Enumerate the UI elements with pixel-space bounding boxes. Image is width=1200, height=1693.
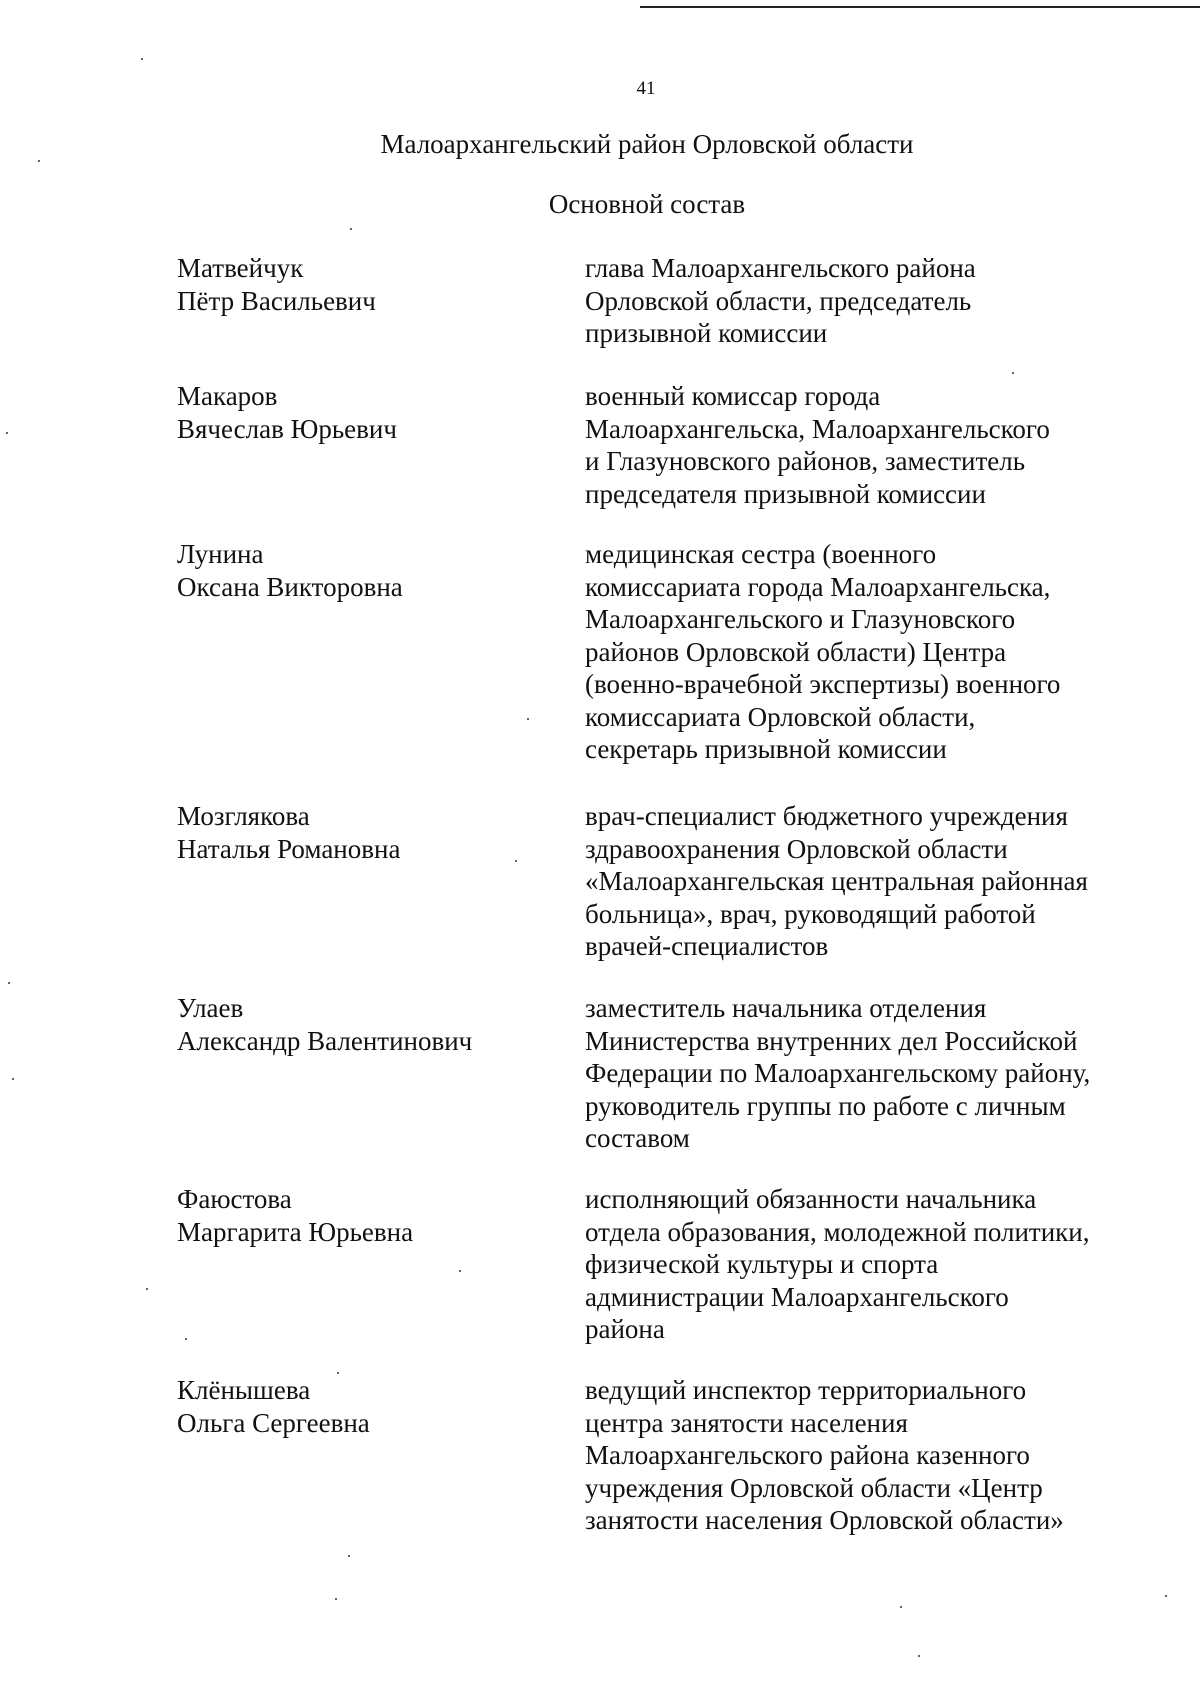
scan-speck [8,982,10,984]
member-name [177,538,557,603]
role-line: составом [585,1123,690,1153]
district-title: Малоархангельский район Орловской области [380,129,914,159]
member-name [177,1183,557,1248]
scan-speck [527,718,529,720]
section-title: Основной состав [548,189,746,219]
role-line: центра занятости населения [585,1407,908,1438]
scan-speck [1012,372,1014,374]
role-line: заместитель начальника отделения [585,993,987,1023]
role-line: секретарь призывной комиссии [585,734,947,764]
role-line: района [585,1314,665,1344]
member-given-names: Александр Валентинович [177,1025,473,1056]
role-line: физической культуры и спорта [585,1249,939,1279]
scan-speck [918,1655,920,1657]
scan-speck [459,1270,461,1272]
role-line: Орловской области, председатель [585,285,972,316]
role-line: исполняющий обязанности начальника [585,1184,1037,1214]
role-line: комиссариата города Малоархангельска, [585,571,1051,602]
scan-speck [38,160,40,162]
role-line: медицинская сестра (военного [585,539,937,569]
role-line: занятости населения Орловской области» [585,1505,1064,1535]
role-line: Малоархангельска, Малоархангельского [585,413,1050,444]
member-surname: Лунина [177,539,264,569]
member-surname: Мозглякова [177,801,310,831]
role-line: (военно-врачебной экспертизы) военного [585,669,1061,699]
member-role [585,380,1125,510]
role-line: Министерства внутренних дел Российской [585,1025,1078,1056]
scan-speck [141,58,143,60]
scan-speck [900,1606,902,1608]
member-surname: Матвейчук [177,253,304,283]
role-line: врач-специалист бюджетного учреждения [585,801,1068,831]
role-line: комиссариата Орловской области, [585,701,976,732]
role-line: руководитель группы по работе с личным [585,1090,1066,1121]
role-line: администрации Малоархангельского [585,1281,1009,1312]
scan-speck [185,1338,187,1340]
member-surname: Макаров [177,381,278,411]
member-role [585,252,1125,350]
scan-speck [350,228,352,230]
role-line: «Малоархангельская центральная районная [585,866,1088,896]
role-line: и Глазуновского районов, заместитель [585,446,1026,476]
page-number: 41 [636,78,656,99]
scan-speck [6,432,8,434]
member-name [177,800,557,865]
role-line: военный комиссар города [585,381,881,411]
scan-speck [146,1288,148,1290]
member-name [177,380,557,445]
member-given-names: Оксана Викторовна [177,571,403,602]
scan-speck [12,1078,14,1080]
member-surname: Фаюстова [177,1184,292,1214]
member-role [585,538,1125,766]
scan-speck [1165,1595,1167,1597]
role-line: ведущий инспектор территориального [585,1375,1027,1405]
member-given-names: Ольга Сергеевна [177,1407,370,1438]
scan-speck [335,1598,337,1600]
role-line: врачей-специалистов [585,931,829,961]
scan-speck [348,1555,350,1557]
member-role [585,1183,1125,1346]
role-line: председателя призывной комиссии [585,478,986,509]
member-role [585,992,1125,1155]
member-given-names: Пётр Васильевич [177,285,376,316]
role-line: учреждения Орловской области «Центр [585,1472,1043,1503]
member-role [585,800,1125,963]
role-line: Малоархангельского и Глазуновского [585,604,1016,634]
scan-speck [515,860,517,862]
role-line: Федерации по Малоархангельскому району, [585,1058,1091,1088]
role-line: глава Малоархангельского района [585,253,976,283]
role-line: Малоархангельского района казенного [585,1440,1030,1470]
member-name [177,992,557,1057]
member-given-names: Наталья Романовна [177,833,401,864]
top-border-line [640,6,1200,8]
member-role [585,1374,1125,1537]
role-line: районов Орловской области) Центра [585,636,1007,667]
member-surname: Клёнышева [177,1375,311,1405]
scan-speck [337,1372,339,1374]
role-line: отдела образования, молодежной политики, [585,1216,1090,1247]
role-line: больница», врач, руководящий работой [585,898,1036,929]
member-given-names: Маргарита Юрьевна [177,1216,414,1247]
member-given-names: Вячеслав Юрьевич [177,413,397,444]
member-name [177,1374,557,1439]
member-name [177,252,557,317]
member-surname: Улаев [177,993,244,1023]
role-line: здравоохранения Орловской области [585,833,1008,864]
role-line: призывной комиссии [585,318,828,348]
